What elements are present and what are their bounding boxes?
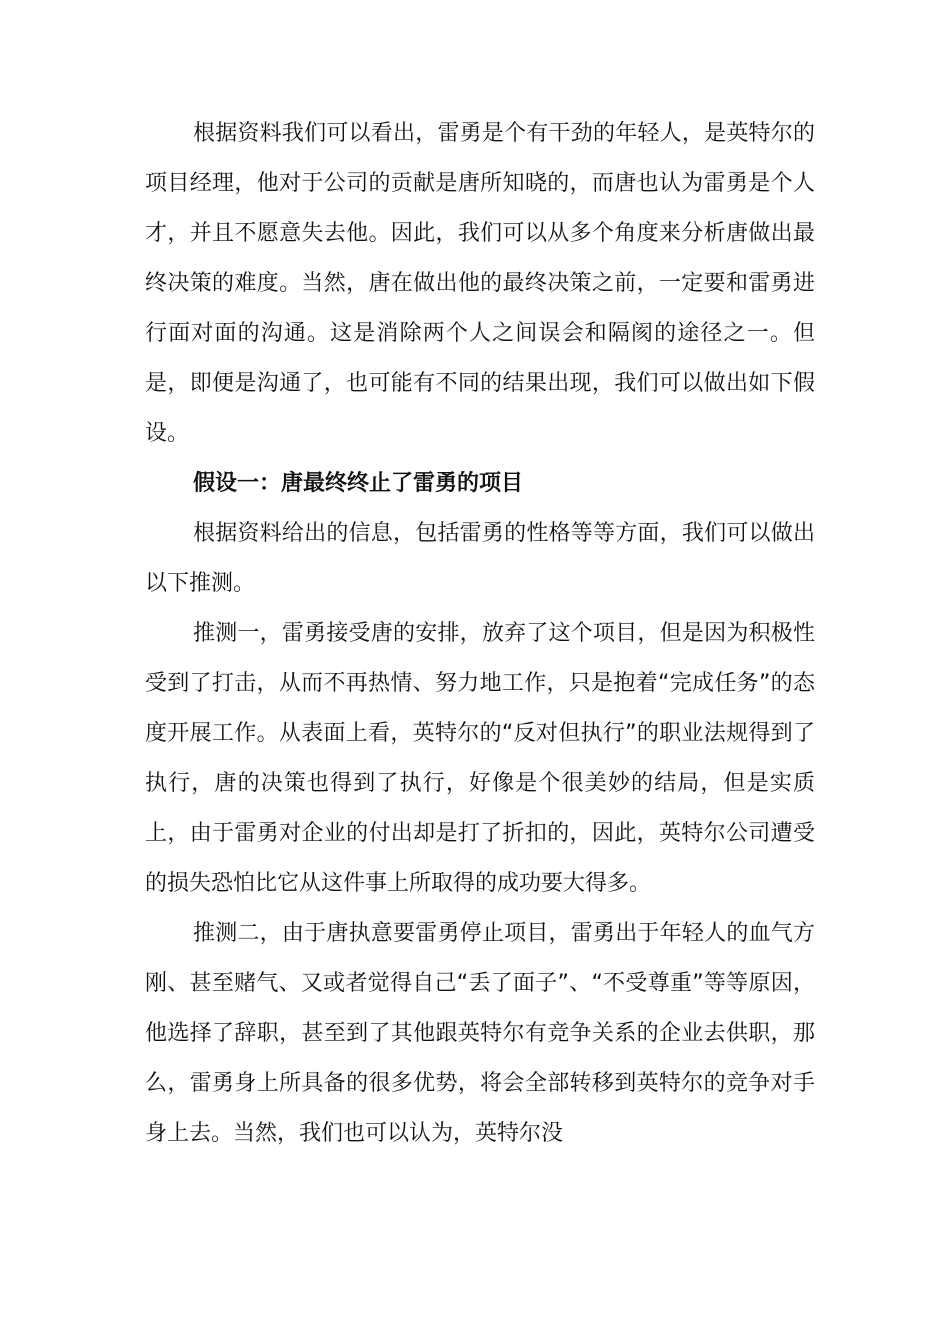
paragraph-intro: 根据资料我们可以看出，雷勇是个有干劲的年轻人，是英特尔的项目经理，他对于公司的贡献是唐所知晓的，而唐也认为雷勇是个人才，并且不愿意失去他。因此，我们可以从多个角度来分析唐做出最终决策的难度。当然，唐在做出他的最终决策之前，一定要和雷勇进行面对面的沟通。这是消除两个人之间误会和隔阂的途径之一。但是，即便是沟通了，也可能有不同的结果出现，我们可以做出如下假设。: [145, 121, 815, 446]
paragraph-inference-one: 推测一，雷勇接受唐的安排，放弃了这个项目，但是因为积极性受到了打击，从而不再热情、努力地工作，只是抱着“完成任务”的态度开展工作。从表面上看，英特尔的“反对但执行”的职业法规得到了执行，唐的决策也得到了执行，好像是个很美妙的结局，但是实质上，由于雷勇对企业的付出却是打了折扣的，因此，英特尔公司遭受的损失恐怕比它从这件事上所取得的成功要大得多。: [145, 621, 815, 896]
document-body: [145, 109, 815, 1159]
paragraph-inference-two: 推测二，由于唐执意要雷勇停止项目，雷勇出于年轻人的血气方刚、甚至赌气、又或者觉得自己“丢了面子”、“不受尊重”等等原因，他选择了辞职，甚至到了其他跟英特尔有竞争关系的企业去供职，那么，雷勇身上所具备的很多优势，将会全部转移到英特尔的竞争对手身上去。当然，我们也可以认为，英特尔没: [145, 921, 815, 1146]
paragraph-info: 根据资料给出的信息，包括雷勇的性格等等方面，我们可以做出以下推测。: [145, 521, 815, 596]
section-heading-hypothesis-one: 假设一：唐最终终止了雷勇的项目: [193, 471, 524, 496]
